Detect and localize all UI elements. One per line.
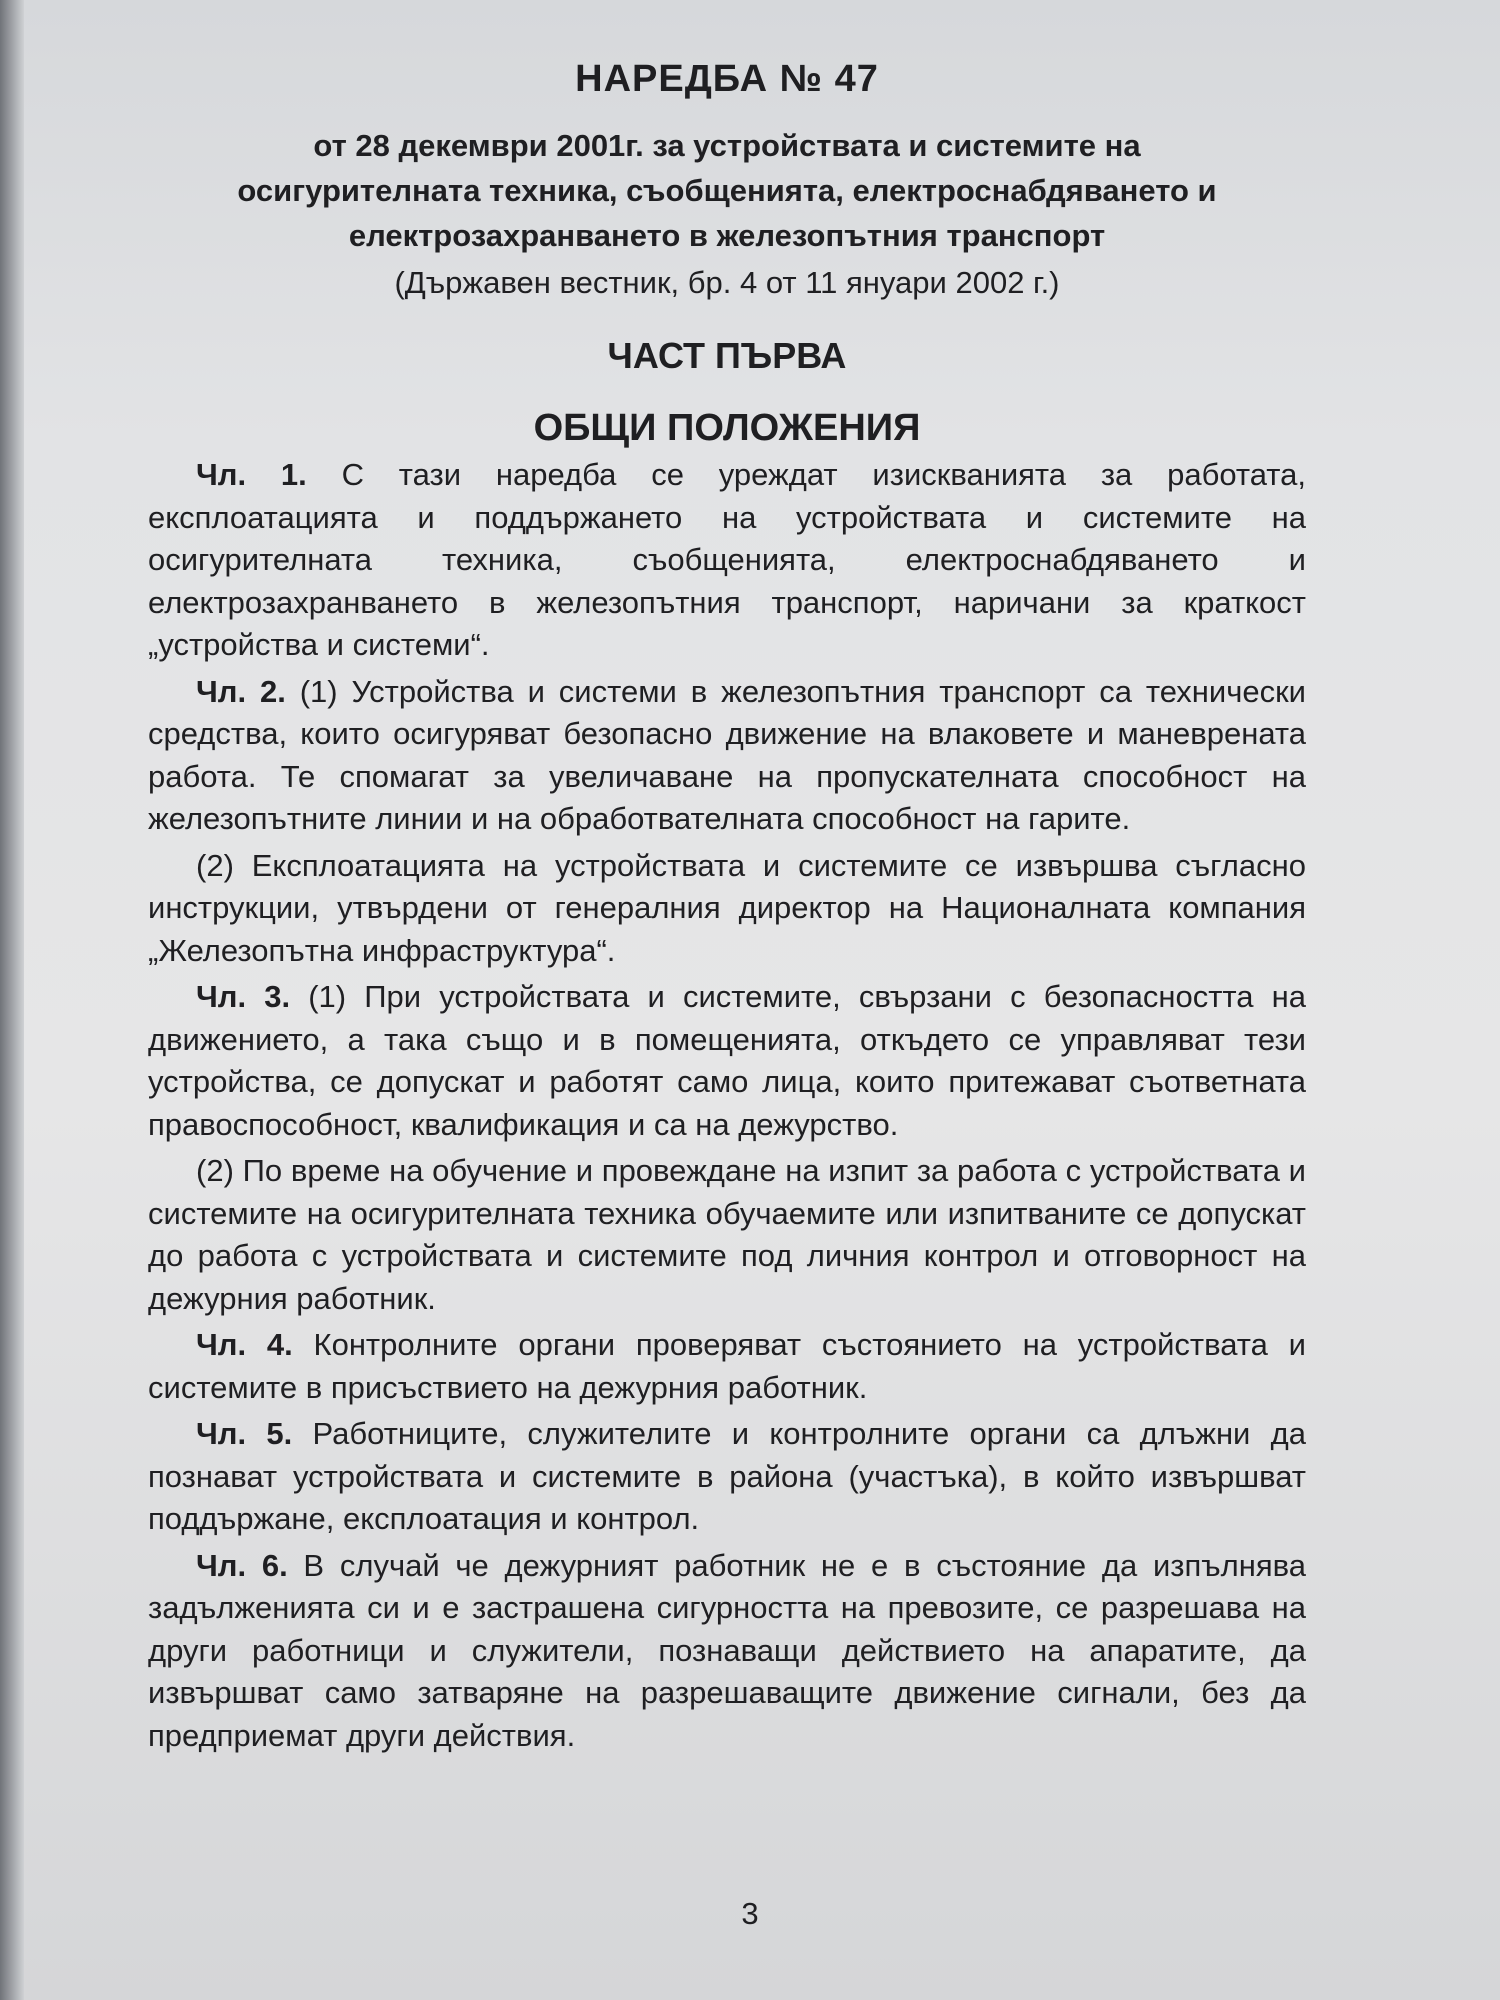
document-subtitle xyxy=(148,123,1306,258)
part-heading: ЧАСТ ПЪРВА xyxy=(607,335,847,376)
article-3 xyxy=(148,976,1306,1146)
document-title: НАРЕДБА № 47 xyxy=(575,58,879,100)
article-4 xyxy=(148,1324,1306,1409)
article-label: Чл. 2. xyxy=(196,673,286,709)
article-3-paragraph-2 xyxy=(148,1150,1306,1320)
subtitle-line: от 28 декември 2001г. за устройствата и системите на xyxy=(313,128,1141,163)
article-2 xyxy=(148,671,1306,841)
article-label: Чл. 6. xyxy=(196,1547,288,1583)
article-label: Чл. 3. xyxy=(196,979,291,1014)
subtitle-line: осигурителната техника, съобщенията, електроснабдяването и xyxy=(237,173,1217,208)
article-5 xyxy=(148,1413,1306,1541)
article-text: (2) По време на обучение и провеждане на изпит за работа с устройствата и системите на осигурителната техника обучаемите или изпитваните се допускат до работа с устройствата и системите под личния контрол и отговорност на дежурния работник. xyxy=(148,1153,1306,1316)
article-text: (2) Експлоатацията на устройствата и системите се извършва съгласно инструкции, утвърдени от генералния директор на Националната компания „Железопътна инфраструктура“. xyxy=(148,847,1306,968)
book-gutter xyxy=(0,0,24,2000)
section-heading: ОБЩИ ПОЛОЖЕНИЯ xyxy=(533,407,921,449)
article-text: С тази наредба се уреждат изискванията за работата, експлоатацията и поддържането на устройствата и системите на осигурителната техника, съобщенията, електроснабдяването и електрозахранването в железопътния транспорт, наричани за краткост „устройства и системи“. xyxy=(148,457,1307,662)
article-2-paragraph-2 xyxy=(148,845,1306,973)
article-label: Чл. 5. xyxy=(196,1416,293,1451)
subtitle-line: електрозахранването в железопътния транспорт xyxy=(348,218,1106,253)
article-text: (1) При устройствата и системите, свързани с безопасността на движението, а така също и в помещенията, откъдето се управляват тези устройства, се допускат и работят само лица, които притежават съответната правоспособност, квалификация и са на дежурство. xyxy=(148,979,1306,1142)
article-text: Контролните органи проверяват състоянието на устройствата и системите в присъствието на дежурния работник. xyxy=(148,1327,1307,1405)
article-1 xyxy=(148,454,1306,667)
article-label: Чл. 1. xyxy=(196,457,307,492)
page-number: 3 xyxy=(741,1896,759,1931)
gazette-reference: (Държавен вестник, бр. 4 от 11 януари 2002 г.) xyxy=(394,265,1060,300)
article-text: Работниците, служителите и контролните органи са длъжни да познават устройствата и системите в района (участъка), в който извършват поддържане, експлоатация и контрол. xyxy=(148,1416,1306,1536)
article-label: Чл. 4. xyxy=(196,1327,293,1362)
article-text: В случай че дежурният работник не е в състояние да изпълнява задълженията си и е застрашена сигурността на превозите, се разрешава на други работници и служители, познаващи действието на апаратите, да извършват само затваряне на разрешаващите движение сигнали, без да предприемат други действия. xyxy=(148,1547,1306,1753)
article-text: (1) Устройства и системи в железопътния транспорт са технически средства, които осигуряват безопасно движение на влаковете и маневрената работа. Те спомагат за увеличаване на пропускателната способност на железопътните линии и на обработвателната способност на гарите. xyxy=(148,673,1306,836)
article-6 xyxy=(148,1545,1306,1758)
page-content xyxy=(148,58,1306,1761)
